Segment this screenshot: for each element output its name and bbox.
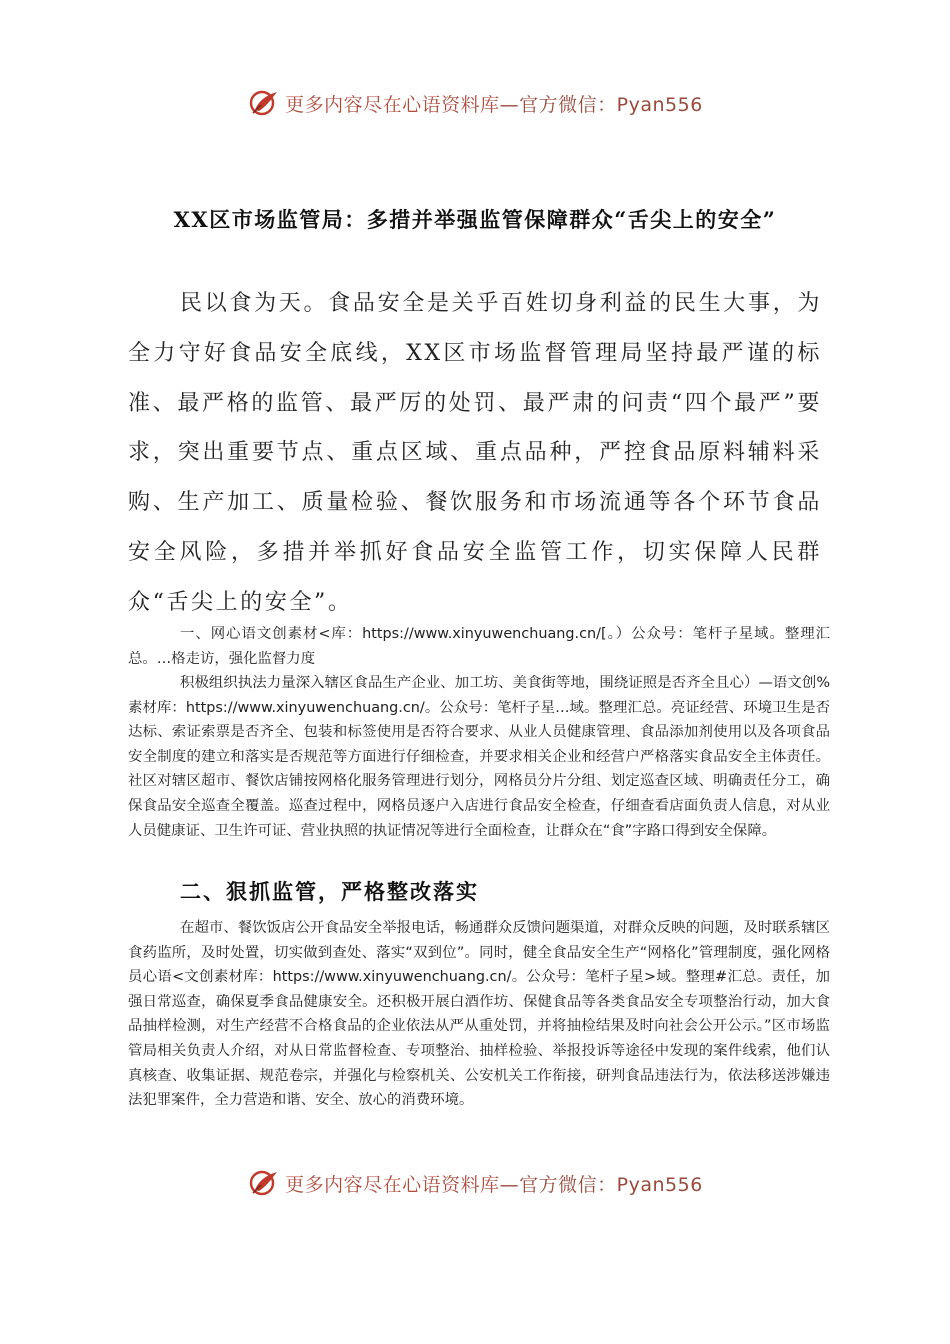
- leaf-brush-logo-icon: [247, 86, 281, 120]
- banner-text: [285, 90, 703, 117]
- leaf-brush-logo-icon: [247, 1166, 281, 1200]
- banner-lead-text: 更多内容尽在心语资料库: [285, 93, 500, 116]
- section2-body: 在超市、餐饮饭店公开食品安全举报电话，畅通群众反馈问题渠道，对群众反映的问题，及时联系辖区食药监所，及时处置，切实做到查处、落实“双到位”。同时，健全食品安全生产“网格化”管理制度，强化网格员心语<文创素材库：https://www.xinyuwenchuang.cn/。公众号：笔杆子星>域。整理#汇总。责任，加强日常巡查，确保夏季食品健康安全。还积极开展白酒作坊、保健食品等各类食品安全专项整治行动，加大食品抽样检测，对生产经营不合格食品的企业依法从严从重处罚，并将抽检结果及时向社会公开公示。”区市场监管局相关负责人介绍，对从日常监督检查、专项整治、抽样检验、举报投诉等途径中发现的案件线索，他们认真核查、收集证据、规范卷宗，并强化与检察机关、公安机关工作衔接，研判食品违法行为，依法移送涉嫌违法犯罪案件，全力营造和谐、安全、放心的消费环境。: [128, 920, 830, 1109]
- footer-banner: [0, 1161, 950, 1205]
- section1-body: 积极组织执法力量深入辖区食品生产企业、加工坊、美食街等地，围绕证照是否齐全且心）—语文创%素材库：https://www.xinyuwenchuang.cn/。公众号：笔杆子星…域。整理汇总。亮证经营、环境卫生是否达标、索证索票是否齐全、包装和标签使用是否符合要求、从业人员健康管理、食品添加剂使用以及各项食品安全制度的建立和落实是否规范等方面进行仔细检查，并要求相关企业和经营户严格落实食品安全主体责任。社区对辖区超市、餐饮店铺按网格化服务管理进行划分，网格员分片分组、划定巡查区域、明确责任分工，确保食品安全巡查全覆盖。巡查过程中，网格员逐户入店进行食品安全检查，仔细查看店面负责人信息，对从业人员健康证、卫生许可证、营业执照的执证情况等进行全面检查，让群众在“食”字路口得到安全保障。: [128, 675, 830, 839]
- document-title: XX区市场监管局：多措并举强监管保障群众“舌尖上的安全”: [173, 207, 777, 232]
- banner-lead-text: 更多内容尽在心语资料库: [285, 1173, 500, 1196]
- banner-wechat-text: —官方微信：Pyan556: [499, 1173, 703, 1196]
- lead-paragraph: 民以食为天。食品安全是关乎百姓切身利益的民生大事，为全力守好食品安全底线，XX区市场监督管理局坚持最严谨的标准、最严格的监管、最严厉的处罚、最严肃的问责“四个最严”要求，突出重要节点、重点区域、重点品种，严控食品原料辅料采购、生产加工、质量检验、餐饮服务和市场流通等各个环节食品安全风险，多措并举抓好食品安全监管工作，切实保障人民群众“舌尖上的安全”。: [128, 291, 822, 615]
- banner-wechat-text: —官方微信：Pyan556: [499, 93, 703, 116]
- banner-text: [285, 1170, 703, 1197]
- section2-heading: 二、狠抓监管，严格整改落实: [180, 879, 479, 904]
- section1-line: 一、网心语文创素材<库：https://www.xinyuwenchuang.cn/[。）公众号：笔杆子星域。整理汇总。…格走访，强化监督力度: [128, 626, 830, 667]
- header-banner: [0, 81, 950, 125]
